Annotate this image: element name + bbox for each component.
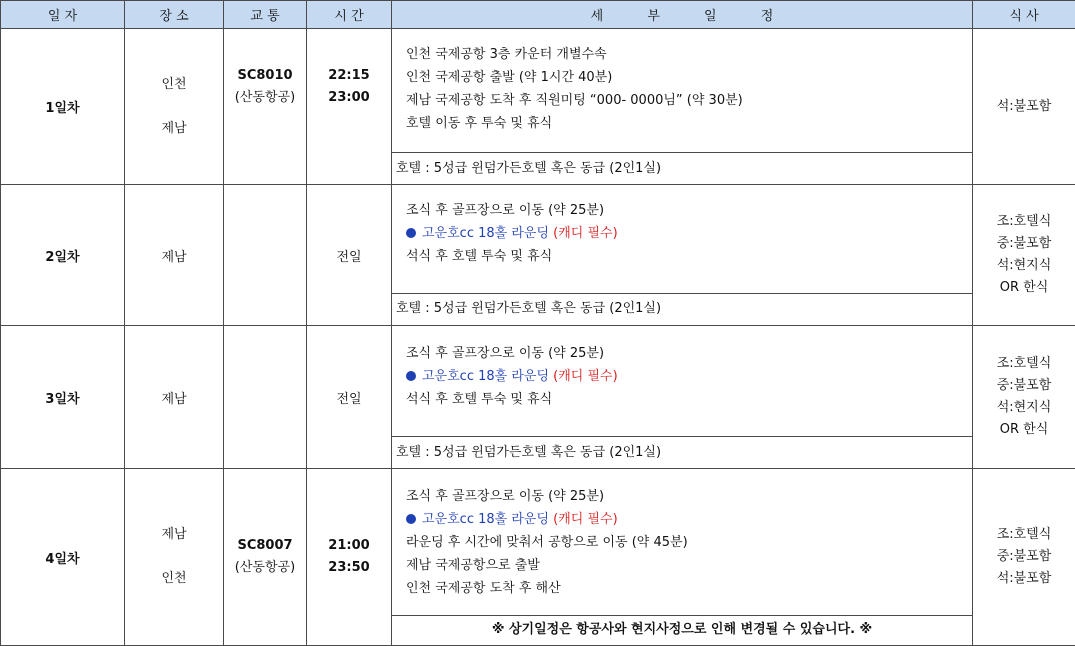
day-row: [1, 469, 1075, 615]
schedule-line: 조식 후 골프장으로 이동 (약 25분): [406, 489, 605, 505]
header-transport: 교 통: [224, 1, 307, 29]
day-label: 3일차: [1, 325, 125, 468]
schedule-line: 석식 후 호텔 투숙 및 휴식: [406, 391, 553, 407]
header-day: 일 자: [1, 1, 125, 29]
schedule-line: 인천 국제공항 도착 후 해산: [406, 581, 561, 597]
meal-item: 조:호텔식: [996, 527, 1052, 543]
golf-round-text: 고운호cc 18홀 라운딩: [422, 512, 550, 528]
place-name: 제남: [125, 325, 224, 468]
meal-cell: [973, 469, 1075, 646]
caddie-note: (캐디 필수): [553, 368, 618, 384]
time-value: 23:50: [328, 560, 370, 576]
header-time: 시 간: [307, 1, 392, 29]
schedule-line: 석식 후 호텔 투숙 및 휴식: [406, 249, 553, 265]
place-name: 인천: [161, 571, 187, 587]
meal-item: 중:불포함: [996, 549, 1052, 565]
schedule-detail: [392, 325, 973, 436]
header-place: 장 소: [125, 1, 224, 29]
schedule-notice: ※ 상기일정은 항공사와 현지사정으로 인해 변경될 수 있습니다. ※: [392, 615, 973, 645]
day-row: [1, 185, 1075, 293]
place-name: 제남: [161, 527, 187, 543]
schedule-line: 제남 국제공항으로 출발: [406, 558, 540, 574]
golf-round-text: 고운호cc 18홀 라운딩: [422, 226, 550, 242]
meal-item: OR 한식: [999, 280, 1049, 296]
day-row: [1, 325, 1075, 436]
day-label: 2일차: [1, 185, 125, 325]
hotel-info: 호텔 : 5성급 윈덤가든호텔 혹은 동급 (2인1실): [392, 437, 973, 469]
airline-name: (산동항공): [234, 560, 296, 576]
time-value: 22:15: [328, 68, 370, 83]
golf-round-line: [406, 222, 972, 245]
header-row: [1, 1, 1075, 29]
place-name: 인천: [161, 76, 187, 92]
schedule-line: 인천 국제공항 출발 (약 1시간 40분): [406, 70, 613, 85]
hotel-info: 호텔 : 5성급 윈덤가든호텔 혹은 동급 (2인1실): [392, 153, 973, 185]
flight-number: SC8010: [237, 68, 293, 83]
schedule-line: 조식 후 골프장으로 이동 (약 25분): [406, 345, 605, 361]
place-cell: [125, 29, 224, 185]
day-row: [1, 29, 1075, 153]
meal-item: 조:호텔식: [996, 356, 1052, 372]
time-value: 전일: [307, 185, 392, 325]
schedule-line: 라운딩 후 시간에 맞춰서 공항으로 이동 (약 45분): [406, 535, 688, 551]
header-meal: 식 사: [973, 1, 1075, 29]
bullet-dot-icon: [406, 514, 416, 524]
schedule-detail: [392, 469, 973, 615]
caddie-note: (캐디 필수): [553, 226, 618, 242]
airline-name: (산동항공): [234, 90, 296, 105]
schedule-detail: [392, 29, 973, 153]
meal-item: 중:불포함: [996, 236, 1052, 252]
caddie-note: (캐디 필수): [553, 512, 618, 528]
bullet-dot-icon: [406, 371, 416, 381]
time-value: 전일: [307, 325, 392, 468]
golf-round-text: 고운호cc 18홀 라운딩: [422, 368, 550, 384]
meal-cell: [973, 185, 1075, 325]
schedule-line: 인천 국제공항 3층 카운터 개별수속: [406, 47, 607, 62]
day-label: 4일차: [1, 469, 125, 646]
time-cell: [307, 469, 392, 646]
meal-item: 석:불포함: [996, 571, 1052, 587]
schedule-detail: [392, 185, 973, 293]
hotel-info: 호텔 : 5성급 윈덤가든호텔 혹은 동급 (2인1실): [392, 293, 973, 325]
meal-item: 조:호텔식: [996, 214, 1052, 230]
bullet-dot-icon: [406, 228, 416, 238]
schedule-line: 제남 국제공항 도착 후 직원미팅 “000- 0000님” (약 30분): [406, 93, 743, 108]
transport-cell: [224, 325, 307, 468]
time-cell: [307, 29, 392, 185]
header-schedule: 세 부 일 정: [392, 1, 973, 29]
day-label: 1일차: [1, 29, 125, 185]
time-value: 21:00: [328, 538, 370, 554]
transport-cell: [224, 469, 307, 646]
place-name: 제남: [161, 120, 187, 136]
transport-cell: [224, 29, 307, 185]
meal-cell: [973, 325, 1075, 468]
meal-item: 석:현지식: [996, 400, 1052, 416]
place-cell: [125, 469, 224, 646]
meal-item: 석:현지식: [996, 258, 1052, 274]
meal-item: OR 한식: [999, 422, 1049, 438]
schedule-line: 호텔 이동 후 투숙 및 휴식: [406, 116, 553, 131]
meal-cell: [973, 29, 1075, 185]
golf-round-line: [406, 508, 972, 531]
transport-cell: [224, 185, 307, 325]
meal-item: 석:불포함: [996, 98, 1052, 114]
meal-item: 중:불포함: [996, 378, 1052, 394]
golf-round-line: [406, 365, 972, 388]
schedule-line: 조식 후 골프장으로 이동 (약 25분): [406, 203, 605, 219]
time-value: 23:00: [328, 90, 370, 105]
place-name: 제남: [125, 185, 224, 325]
flight-number: SC8007: [237, 538, 293, 554]
